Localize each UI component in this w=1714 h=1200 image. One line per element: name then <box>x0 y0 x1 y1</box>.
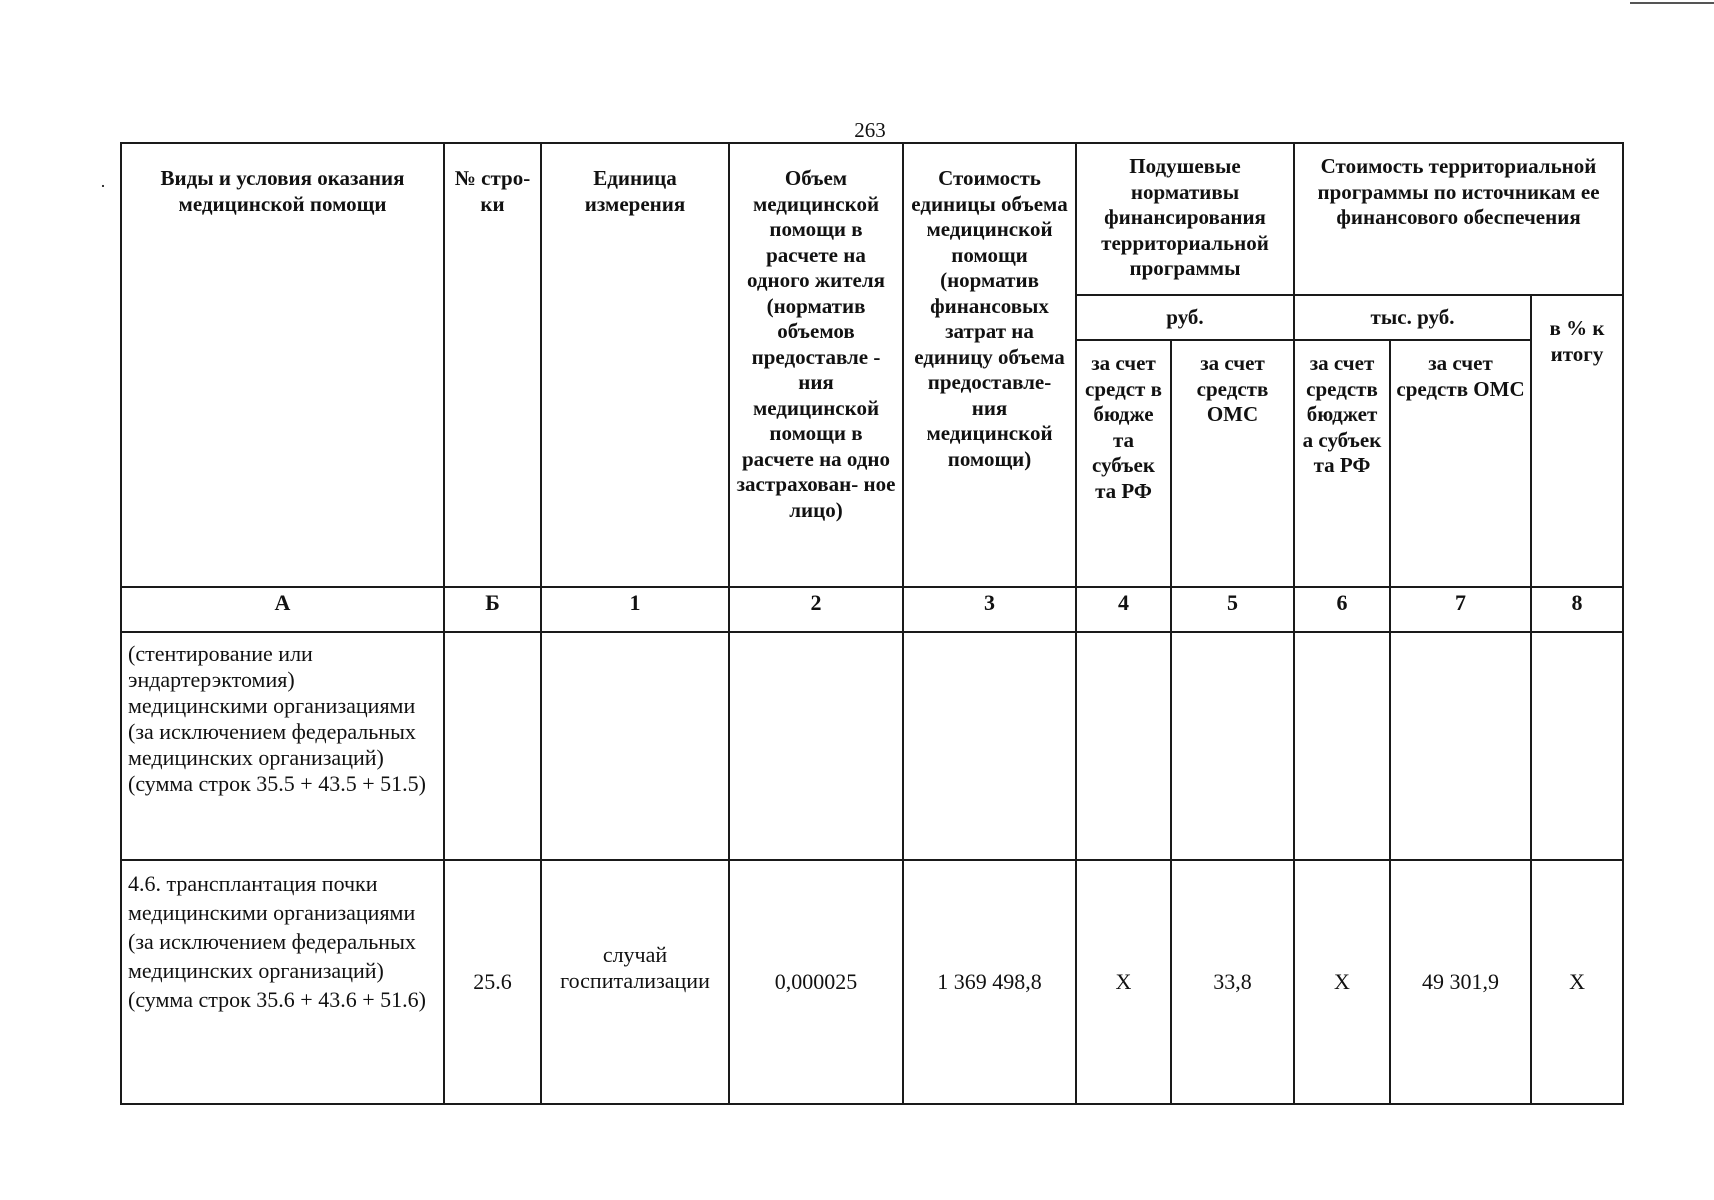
header-unit-cost: Стоимость единицы объема медицинской помощи (норматив финансовых затрат на единицу объема предоставле- ния медицинской помощи) <box>903 143 1076 587</box>
header-thous-rub: тыс. руб. <box>1294 295 1531 340</box>
row-volume <box>729 632 903 860</box>
index-row <box>121 587 1623 632</box>
row-line-number: 25.6 <box>444 860 541 1104</box>
index-cell: Б <box>444 587 541 632</box>
header-per-capita-budget: за счет средст в бюдже та субъек та РФ <box>1076 340 1171 587</box>
header-program-cost-group: Стоимость территориальной программы по источникам ее финансового обеспечения <box>1294 143 1623 295</box>
stray-mark: · <box>100 176 106 196</box>
row-total-budget: Х <box>1294 860 1390 1104</box>
header-line-number: № стро- ки <box>444 143 541 587</box>
header-per-capita-group: Подушевые нормативы финансирования территориальной программы <box>1076 143 1294 295</box>
row-per-capita-oms: 33,8 <box>1171 860 1294 1104</box>
row-description: (стентирование или эндартерэктомия) медицинскими организациями (за исключением федеральных медицинских организаций) (сумма строк 35.5 + 43.5 + 51.5) <box>121 632 444 860</box>
header-rub: руб. <box>1076 295 1294 340</box>
row-line-number <box>444 632 541 860</box>
row-per-capita-oms <box>1171 632 1294 860</box>
row-description: 4.6. трансплантация почки медицинскими организациями (за исключением федеральных медицинских организаций) (сумма строк 35.6 + 43.6 + 51.6) <box>121 860 444 1104</box>
index-cell: 2 <box>729 587 903 632</box>
header-volume: Объем медицинской помощи в расчете на одного жителя (норматив объемов предоставле - ния медицинской помощи в расчете на одно застрахован- ное лицо) <box>729 143 903 587</box>
index-cell: 4 <box>1076 587 1171 632</box>
row-unit: случай госпитализации <box>541 860 729 1104</box>
index-cell: 3 <box>903 587 1076 632</box>
table-row <box>121 860 1623 1104</box>
row-percent <box>1531 632 1623 860</box>
row-total-oms <box>1390 632 1531 860</box>
row-total-budget <box>1294 632 1390 860</box>
table-row <box>121 632 1623 860</box>
row-unit-cost: 1 369 498,8 <box>903 860 1076 1104</box>
row-per-capita-budget <box>1076 632 1171 860</box>
row-unit <box>541 632 729 860</box>
header-unit: Единица измерения <box>541 143 729 587</box>
index-cell: 1 <box>541 587 729 632</box>
row-per-capita-budget: Х <box>1076 860 1171 1104</box>
header-total-oms: за счет средств ОМС <box>1390 340 1531 587</box>
row-percent: Х <box>1531 860 1623 1104</box>
index-cell: 8 <box>1531 587 1623 632</box>
corner-line <box>1630 2 1714 4</box>
header-types-conditions: Виды и условия оказания медицинской помощи <box>121 143 444 587</box>
header-per-capita-oms: за счет средств ОМС <box>1171 340 1294 587</box>
financing-table <box>120 142 1624 1105</box>
row-unit-cost <box>903 632 1076 860</box>
index-cell: 7 <box>1390 587 1531 632</box>
header-percent-total: в % к итогу <box>1531 295 1623 587</box>
index-cell: А <box>121 587 444 632</box>
page-number: 263 <box>854 118 886 142</box>
row-volume: 0,000025 <box>729 860 903 1104</box>
index-cell: 5 <box>1171 587 1294 632</box>
row-total-oms: 49 301,9 <box>1390 860 1531 1104</box>
index-cell: 6 <box>1294 587 1390 632</box>
header-total-budget: за счет средств бюджет а субъек та РФ <box>1294 340 1390 587</box>
